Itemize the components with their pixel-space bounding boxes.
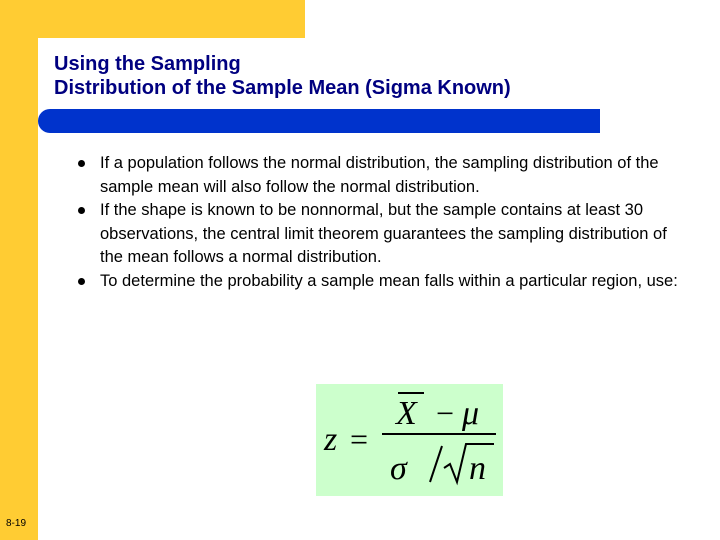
- bullet-item: [78, 199, 688, 270]
- slide-title: [54, 52, 511, 100]
- bullet-text: If a population follows the normal distribution, the sampling distribution of the sample mean will also follow the normal distribution.: [100, 154, 659, 196]
- formula-z: z: [324, 421, 338, 458]
- top-accent-block: [0, 0, 305, 38]
- formula-n: n: [469, 450, 486, 487]
- title-underline-bar: [38, 109, 600, 133]
- formula-sigma: σ: [390, 450, 407, 487]
- formula-equals: =: [350, 421, 369, 457]
- formula-minus: −: [436, 395, 455, 431]
- bullet-item: [78, 152, 688, 199]
- bullet-text: If the shape is known to be nonnormal, but the sample contains at least 30 observations, the central limit theorem guarantees the sampling distribution of the mean follows a normal distribution.: [100, 201, 667, 266]
- title-line-1: Using the Sampling: [54, 53, 241, 75]
- formula-mu: μ: [462, 395, 480, 432]
- bullet-text: To determine the probability a sample mean falls within a particular region, use:: [100, 271, 678, 290]
- division-slash: [430, 446, 442, 482]
- slide-number: 8-19: [6, 518, 27, 529]
- bullet-dot-icon: [78, 207, 85, 214]
- left-accent-stripe: [0, 0, 38, 540]
- bullet-dot-icon: [78, 278, 85, 285]
- title-line-2: Distribution of the Sample Mean (Sigma Known): [54, 77, 511, 99]
- bullet-item: [78, 270, 688, 294]
- formula-x: X: [396, 395, 417, 432]
- bullet-dot-icon: [78, 160, 85, 167]
- bullet-list: [78, 152, 688, 293]
- formula-graphic: [316, 384, 503, 496]
- z-score-formula: [316, 384, 503, 496]
